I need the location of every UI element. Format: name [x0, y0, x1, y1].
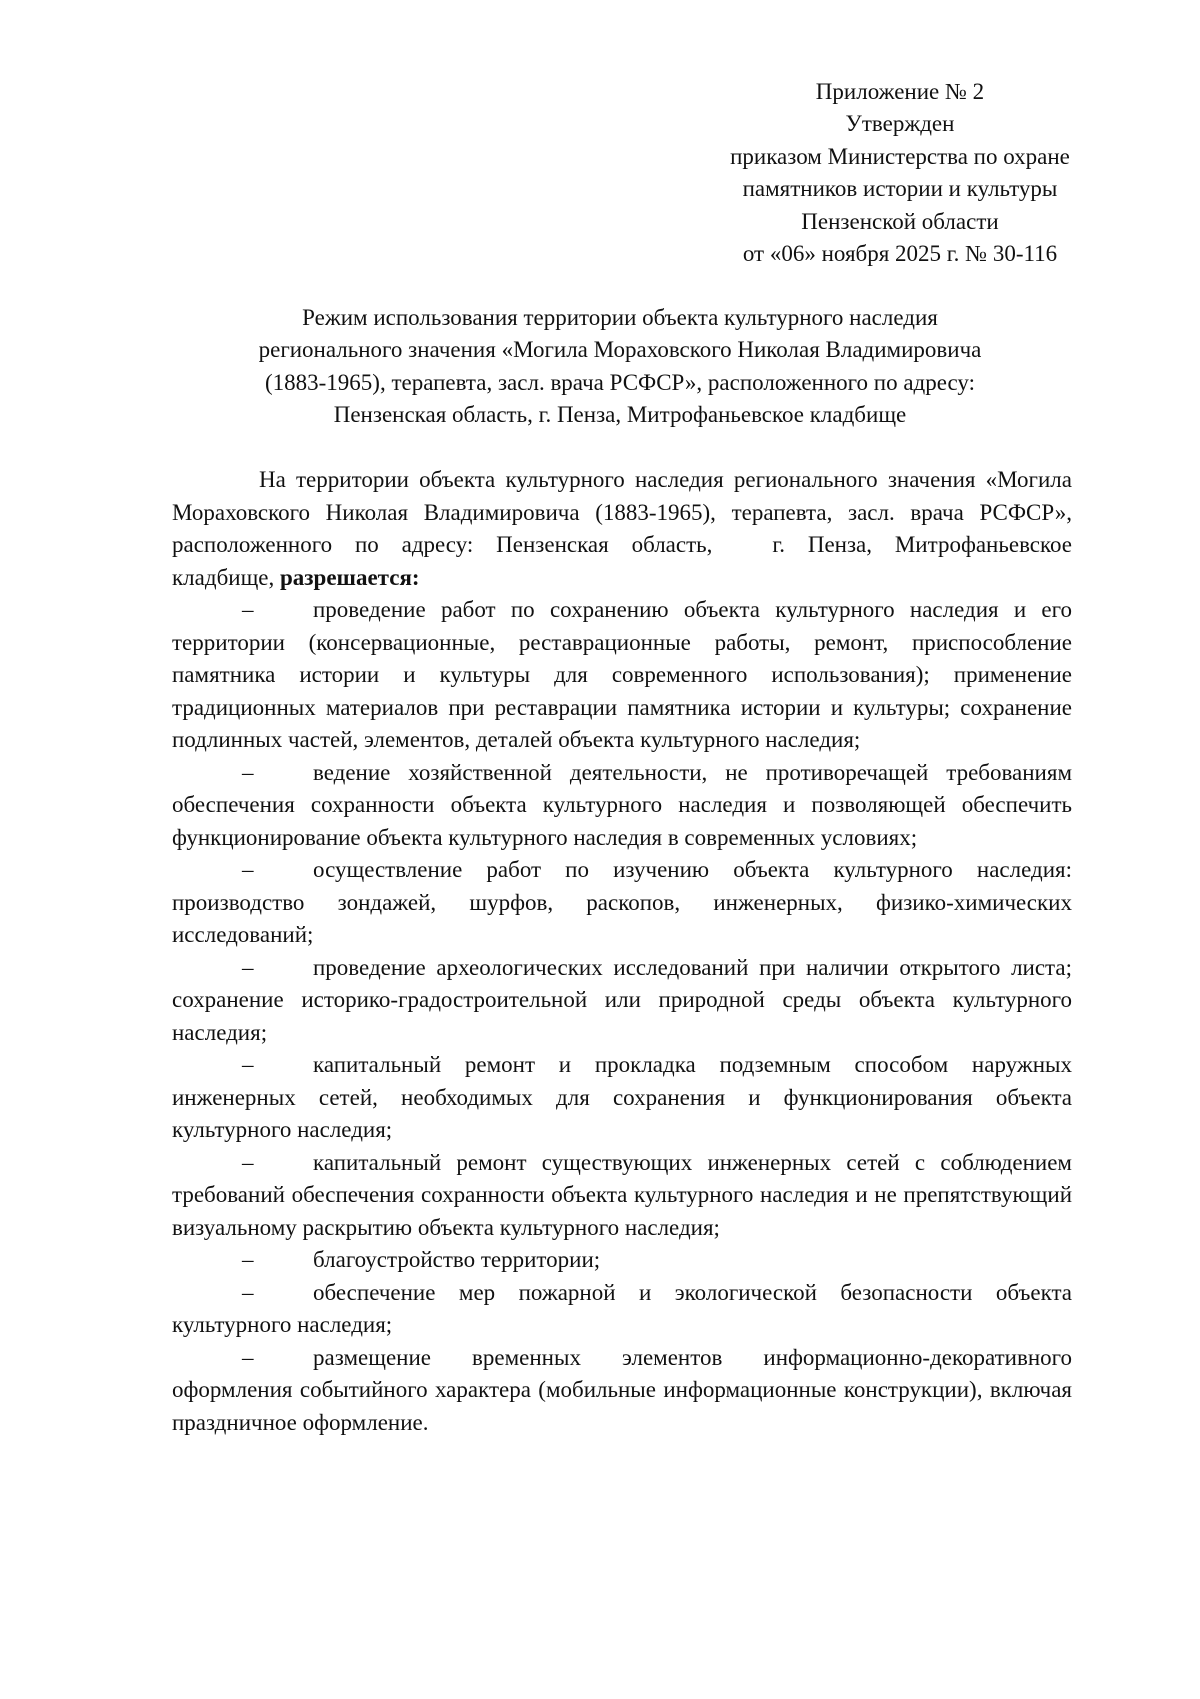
list-item-text: благоустройство территории;: [313, 1247, 601, 1272]
dash-bullet: –: [242, 1344, 254, 1370]
dash-bullet: –: [242, 857, 254, 882]
list-item-text: капитальный ремонт и прокладка подземным способом наружных инженерных сетей, необходимых для сохранения и функционирования объекта культурного наследия;: [172, 1052, 1072, 1142]
list-item: [172, 854, 1072, 952]
list-item: [172, 1147, 1072, 1245]
dash-bullet: –: [242, 759, 254, 785]
list-item-text: осуществление работ по изучению объекта культурного наследия: производство зондажей, шурфов, раскопов, инженерных, физико-химических исследований;: [172, 857, 1072, 947]
list-item-text: капитальный ремонт существующих инженерных сетей с соблюдением требований обеспечения сохранности объекта культурного наследия и не препятствующий визуальному раскрытию объекта культурного наследия;: [172, 1149, 1072, 1240]
list-item-text: проведение археологических исследований при наличии открытого листа; сохранение историко-градостроительной или природной среды объекта культурного наследия;: [172, 954, 1072, 1045]
approved-label: Утвержден: [845, 111, 955, 137]
dash-bullet: –: [242, 1149, 254, 1175]
list-item: [172, 1244, 1072, 1277]
dash-bullet: –: [242, 597, 254, 622]
list-item-text: размещение временных элементов информационно-декоративного оформления событийного характера (мобильные информационные конструкции), включая праздничное оформление.: [172, 1344, 1072, 1435]
approval-order-line: приказом Министерства по охране: [730, 143, 1070, 169]
title-line: (1883-1965), терапевта, засл. врача РСФСР», расположенного по адресу:: [264, 369, 976, 395]
dash-bullet: –: [242, 954, 254, 980]
document-title: [170, 302, 1070, 432]
list-item: [172, 757, 1072, 855]
list-item: [172, 1342, 1072, 1440]
list-item-text: проведение работ по сохранению объекта культурного наследия и его территории (консервационные, реставрационные работы, ремонт, приспособление памятника истории и культуры для современного использования); применение традиционных материалов при реставрации памятника истории и культуры; сохранение подлинных частей, элементов, деталей объекта культурного наследия;: [172, 597, 1072, 752]
permitted-label: разрешается:: [280, 564, 420, 590]
list-item: [172, 1049, 1072, 1147]
approval-block: [690, 76, 1110, 270]
intro-text-location: г. Пенза, Митрофаньевское кладбище,: [172, 532, 1072, 590]
list-item-text: обеспечение мер пожарной и экологической безопасности объекта культурного наследия;: [172, 1279, 1072, 1337]
title-line: Пензенская область, г. Пенза, Митрофаньевское кладбище: [333, 402, 907, 428]
list-item-text: ведение хозяйственной деятельности, не противоречащей требованиям обеспечения сохранности объекта культурного наследия и позволяющей обеспечить функционирование объекта культурного наследия в современных условиях;: [172, 759, 1072, 850]
intro-paragraph: [172, 464, 1072, 594]
dash-bullet: –: [242, 1247, 254, 1272]
approval-order-line: памятников истории и культуры: [742, 176, 1058, 202]
list-item: [172, 1277, 1072, 1342]
list-item: [172, 952, 1072, 1050]
approval-order-line: Пензенской области: [801, 208, 999, 234]
list-item: [172, 594, 1072, 757]
intro-text: На территории объекта культурного наследия регионального значения «Могила Мораховского Николая Владимировича (1883-1965), терапевта, засл. врача РСФСР», расположенного по адресу: Пензенская область,: [172, 467, 1072, 557]
approval-date-number: от «06» ноября 2025 г. № 30-116: [742, 241, 1058, 267]
document-body: [172, 464, 1072, 1439]
title-line: регионального значения «Могила Мораховского Николая Владимировича: [258, 337, 982, 363]
dash-bullet: –: [242, 1052, 254, 1077]
title-line: Режим использования территории объекта культурного наследия: [302, 305, 938, 330]
dash-bullet: –: [242, 1279, 254, 1305]
appendix-number: Приложение № 2: [815, 79, 985, 104]
